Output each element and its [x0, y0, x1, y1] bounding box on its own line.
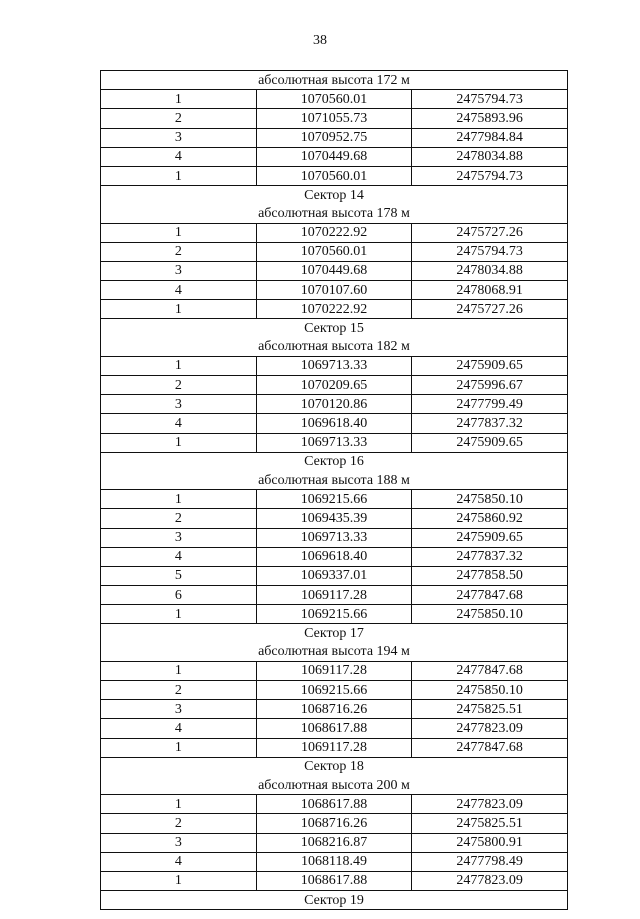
table-row [101, 700, 568, 719]
point-number: 5 [101, 566, 257, 585]
x-coordinate: 1069713.33 [256, 433, 412, 452]
x-coordinate: 1070107.60 [256, 281, 412, 300]
point-number: 2 [101, 242, 257, 261]
point-number: 1 [101, 605, 257, 624]
point-number: 6 [101, 586, 257, 605]
x-coordinate: 1068216.87 [256, 833, 412, 852]
altitude-row [101, 643, 568, 662]
x-coordinate: 1070449.68 [256, 261, 412, 280]
table-row [101, 128, 568, 147]
sector-title: Сектор 15 [101, 319, 568, 338]
y-coordinate: 2477847.68 [412, 661, 568, 680]
x-coordinate: 1070120.86 [256, 395, 412, 414]
altitude-label: абсолютная высота 200 м [101, 776, 568, 795]
y-coordinate: 2475794.73 [412, 166, 568, 185]
table-row [101, 852, 568, 871]
point-number: 4 [101, 852, 257, 871]
page-number: 38 [313, 33, 327, 48]
y-coordinate: 2475794.73 [412, 242, 568, 261]
y-coordinate: 2475909.65 [412, 356, 568, 375]
table-row [101, 356, 568, 375]
x-coordinate: 1070560.01 [256, 166, 412, 185]
altitude-label: абсолютная высота 194 м [101, 643, 568, 662]
table-row [101, 547, 568, 566]
point-number: 2 [101, 109, 257, 128]
altitude-row [101, 338, 568, 357]
table-row [101, 376, 568, 395]
y-coordinate: 2478068.91 [412, 281, 568, 300]
point-number: 1 [101, 433, 257, 452]
x-coordinate: 1069435.39 [256, 509, 412, 528]
y-coordinate: 2477837.32 [412, 547, 568, 566]
table-row [101, 281, 568, 300]
x-coordinate: 1068716.26 [256, 814, 412, 833]
y-coordinate: 2477823.09 [412, 719, 568, 738]
y-coordinate: 2475996.67 [412, 376, 568, 395]
y-coordinate: 2475893.96 [412, 109, 568, 128]
sector-title-row [101, 624, 568, 643]
x-coordinate: 1070560.01 [256, 90, 412, 109]
table-row [101, 395, 568, 414]
point-number: 3 [101, 700, 257, 719]
point-number: 1 [101, 300, 257, 319]
x-coordinate: 1069713.33 [256, 356, 412, 375]
x-coordinate: 1068617.88 [256, 719, 412, 738]
table-row [101, 719, 568, 738]
y-coordinate: 2475909.65 [412, 528, 568, 547]
table-row [101, 605, 568, 624]
point-number: 3 [101, 833, 257, 852]
sector-title-row [101, 452, 568, 471]
y-coordinate: 2475825.51 [412, 814, 568, 833]
x-coordinate: 1070952.75 [256, 128, 412, 147]
sector-title: Сектор 18 [101, 757, 568, 776]
x-coordinate: 1070209.65 [256, 376, 412, 395]
y-coordinate: 2477847.68 [412, 586, 568, 605]
x-coordinate: 1068118.49 [256, 852, 412, 871]
y-coordinate: 2475800.91 [412, 833, 568, 852]
table-row [101, 795, 568, 814]
y-coordinate: 2477799.49 [412, 395, 568, 414]
y-coordinate: 2477837.32 [412, 414, 568, 433]
altitude-label: абсолютная высота 188 м [101, 471, 568, 490]
y-coordinate: 2477984.84 [412, 128, 568, 147]
point-number: 3 [101, 261, 257, 280]
x-coordinate: 1068716.26 [256, 700, 412, 719]
point-number: 4 [101, 414, 257, 433]
altitude-row [101, 471, 568, 490]
point-number: 3 [101, 395, 257, 414]
altitude-row [101, 71, 568, 90]
table-row [101, 566, 568, 585]
sector-title: Сектор 16 [101, 452, 568, 471]
point-number: 1 [101, 738, 257, 757]
coordinates-table-body [101, 71, 568, 910]
table-row [101, 433, 568, 452]
altitude-label: абсолютная высота 178 м [101, 204, 568, 223]
point-number: 4 [101, 547, 257, 566]
y-coordinate: 2475794.73 [412, 90, 568, 109]
x-coordinate: 1069215.66 [256, 605, 412, 624]
table-row [101, 509, 568, 528]
table-row [101, 528, 568, 547]
table-row [101, 166, 568, 185]
point-number: 4 [101, 281, 257, 300]
table-row [101, 147, 568, 166]
point-number: 3 [101, 128, 257, 147]
y-coordinate: 2475909.65 [412, 433, 568, 452]
altitude-row [101, 204, 568, 223]
table-row [101, 300, 568, 319]
x-coordinate: 1070222.92 [256, 223, 412, 242]
table-row [101, 414, 568, 433]
table-row [101, 681, 568, 700]
point-number: 2 [101, 681, 257, 700]
sector-title: Сектор 14 [101, 186, 568, 205]
table-row [101, 738, 568, 757]
x-coordinate: 1071055.73 [256, 109, 412, 128]
point-number: 1 [101, 90, 257, 109]
y-coordinate: 2477858.50 [412, 566, 568, 585]
sector-title: Сектор 17 [101, 624, 568, 643]
point-number: 1 [101, 356, 257, 375]
point-number: 1 [101, 871, 257, 890]
y-coordinate: 2475860.92 [412, 509, 568, 528]
point-number: 1 [101, 661, 257, 680]
x-coordinate: 1069713.33 [256, 528, 412, 547]
point-number: 4 [101, 147, 257, 166]
coordinates-table [100, 70, 568, 910]
sector-title-row [101, 186, 568, 205]
x-coordinate: 1069117.28 [256, 661, 412, 680]
x-coordinate: 1069215.66 [256, 681, 412, 700]
y-coordinate: 2475727.26 [412, 300, 568, 319]
point-number: 2 [101, 509, 257, 528]
x-coordinate: 1068617.88 [256, 795, 412, 814]
table-row [101, 661, 568, 680]
x-coordinate: 1069337.01 [256, 566, 412, 585]
altitude-label: абсолютная высота 172 м [101, 71, 568, 90]
y-coordinate: 2477798.49 [412, 852, 568, 871]
table-row [101, 90, 568, 109]
altitude-row [101, 776, 568, 795]
y-coordinate: 2478034.88 [412, 147, 568, 166]
point-number: 1 [101, 795, 257, 814]
table-row [101, 833, 568, 852]
point-number: 1 [101, 223, 257, 242]
table-row [101, 242, 568, 261]
table-row [101, 586, 568, 605]
x-coordinate: 1069117.28 [256, 586, 412, 605]
y-coordinate: 2477847.68 [412, 738, 568, 757]
table-row [101, 109, 568, 128]
table-row [101, 871, 568, 890]
sector-title: Сектор 19 [101, 891, 568, 910]
y-coordinate: 2475727.26 [412, 223, 568, 242]
table-row [101, 814, 568, 833]
x-coordinate: 1069215.66 [256, 490, 412, 509]
point-number: 2 [101, 814, 257, 833]
point-number: 2 [101, 376, 257, 395]
x-coordinate: 1070449.68 [256, 147, 412, 166]
x-coordinate: 1069618.40 [256, 547, 412, 566]
point-number: 1 [101, 166, 257, 185]
y-coordinate: 2475850.10 [412, 605, 568, 624]
x-coordinate: 1068617.88 [256, 871, 412, 890]
table-row [101, 261, 568, 280]
y-coordinate: 2477823.09 [412, 795, 568, 814]
point-number: 1 [101, 490, 257, 509]
sector-title-row [101, 891, 568, 910]
table-row [101, 490, 568, 509]
x-coordinate: 1070222.92 [256, 300, 412, 319]
sector-title-row [101, 757, 568, 776]
x-coordinate: 1069117.28 [256, 738, 412, 757]
y-coordinate: 2478034.88 [412, 261, 568, 280]
x-coordinate: 1070560.01 [256, 242, 412, 261]
point-number: 3 [101, 528, 257, 547]
y-coordinate: 2475850.10 [412, 681, 568, 700]
coordinates-document [100, 70, 568, 910]
table-row [101, 223, 568, 242]
x-coordinate: 1069618.40 [256, 414, 412, 433]
y-coordinate: 2475850.10 [412, 490, 568, 509]
altitude-label: абсолютная высота 182 м [101, 338, 568, 357]
sector-title-row [101, 319, 568, 338]
point-number: 4 [101, 719, 257, 738]
y-coordinate: 2477823.09 [412, 871, 568, 890]
y-coordinate: 2475825.51 [412, 700, 568, 719]
